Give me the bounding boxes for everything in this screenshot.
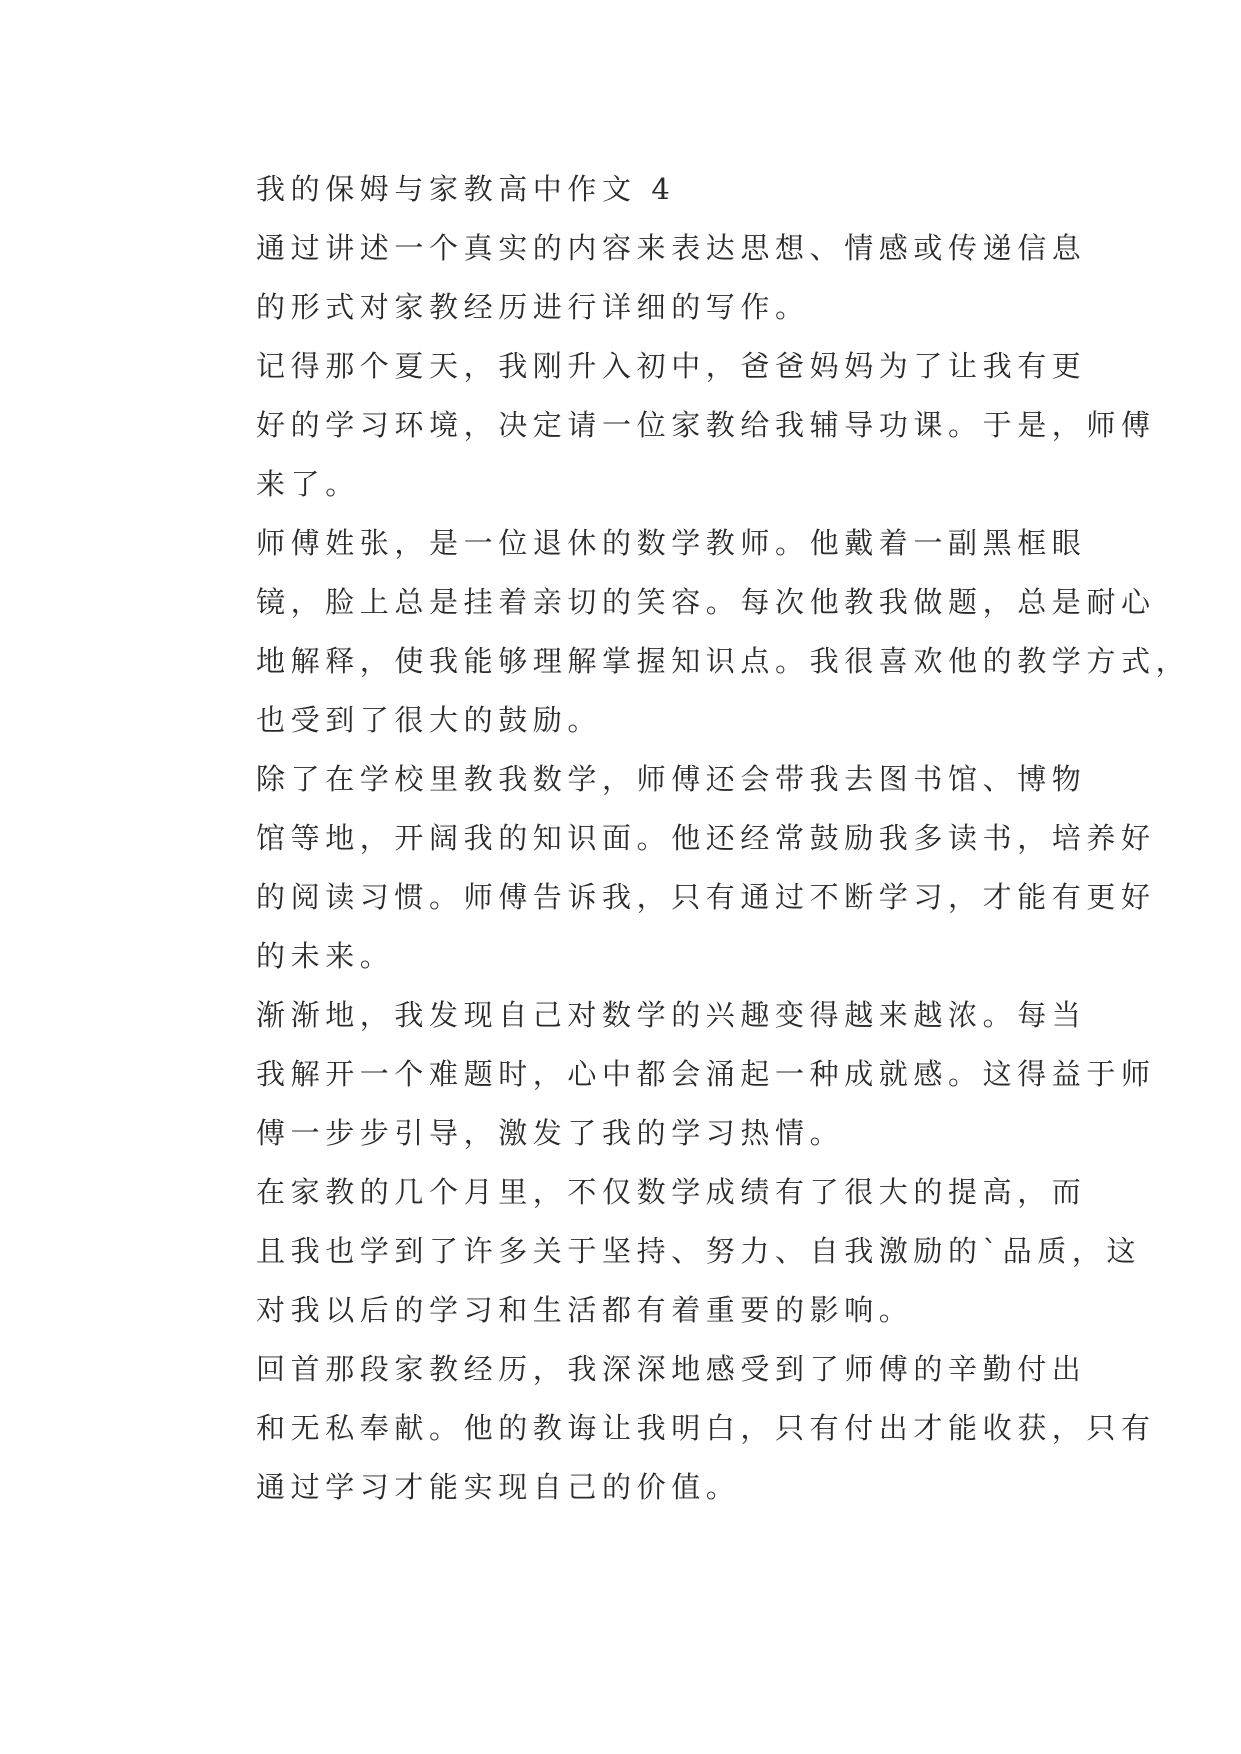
paragraph-intro xyxy=(192,219,1087,337)
text-line: 对我以后的学习和生活都有着重要的影响。 xyxy=(256,1293,914,1327)
text-line: 馆等地，开阔我的知识面。他还经常鼓励我多读书，培养好 xyxy=(256,821,1156,855)
text-line: 在家教的几个月里，不仅数学成绩有了很大的提高，而 xyxy=(256,1175,1087,1209)
text-line: 回首那段家教经历，我深深地感受到了师傅的辛勤付出 xyxy=(256,1352,1087,1386)
text-line: 且我也学到了许多关于坚持、努力、自我激励的`品质，这 xyxy=(256,1234,1142,1268)
paragraph-summer xyxy=(192,337,1156,514)
document-body xyxy=(192,160,1191,1517)
paragraph-library xyxy=(192,750,1156,986)
text-line: 地解释，使我能够理解掌握知识点。我很喜欢他的教学方式， xyxy=(256,644,1191,678)
paragraph-teacher xyxy=(192,514,1191,750)
text-line: 镜，脸上总是挂着亲切的笑容。每次他教我做题，总是耐心 xyxy=(256,585,1156,619)
text-line: 渐渐地，我发现自己对数学的兴趣变得越来越浓。每当 xyxy=(256,998,1087,1032)
paragraph-conclusion xyxy=(192,1340,1156,1517)
text-line: 来了。 xyxy=(256,467,360,501)
text-line: 的阅读习惯。师傅告诉我，只有通过不断学习，才能有更好 xyxy=(256,880,1156,914)
text-line: 我解开一个难题时，心中都会涌起一种成就感。这得益于师 xyxy=(256,1057,1156,1091)
text-line: 师傅姓张，是一位退休的数学教师。他戴着一副黑框眼 xyxy=(256,526,1087,560)
text-line: 记得那个夏天，我刚升入初中，爸爸妈妈为了让我有更 xyxy=(256,349,1087,383)
text-line: 好的学习环境，决定请一位家教给我辅导功课。于是，师傅 xyxy=(256,408,1156,442)
text-line: 也受到了很大的鼓励。 xyxy=(256,703,603,737)
text-line: 我的保姆与家教高中作文 4 xyxy=(256,172,676,206)
paragraph-growth xyxy=(192,1163,1142,1340)
paragraph-interest xyxy=(192,986,1156,1163)
document-title xyxy=(192,160,1060,219)
text-line: 除了在学校里教我数学，师傅还会带我去图书馆、博物 xyxy=(256,762,1087,796)
text-line: 通过学习才能实现自己的价值。 xyxy=(256,1470,741,1504)
text-line: 通过讲述一个真实的内容来表达思想、情感或传递信息 xyxy=(256,231,1087,265)
text-line: 的未来。 xyxy=(256,939,395,973)
text-line: 的形式对家教经历进行详细的写作。 xyxy=(256,290,810,324)
text-line: 傅一步步引导，激发了我的学习热情。 xyxy=(256,1116,845,1150)
text-line: 和无私奉献。他的教诲让我明白，只有付出才能收获，只有 xyxy=(256,1411,1156,1445)
